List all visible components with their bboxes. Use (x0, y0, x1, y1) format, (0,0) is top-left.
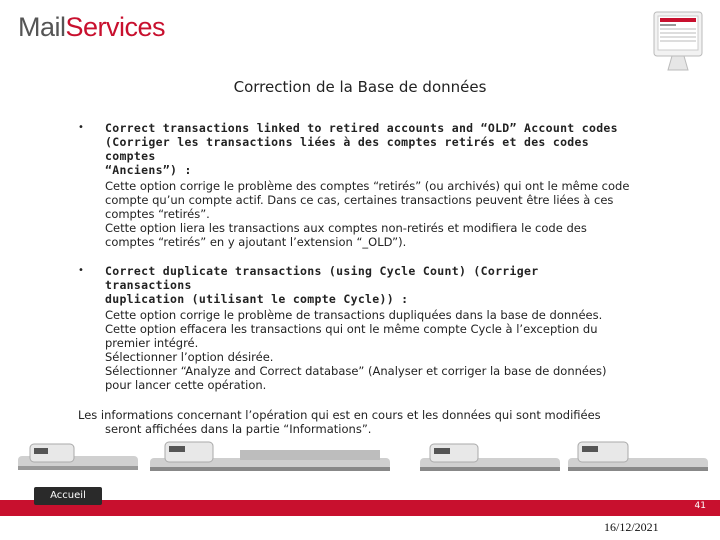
machine-2 (150, 442, 390, 471)
body-line: Cette option corrige le problème des comptes “retirés” (ou archivés) qui ont le même code (105, 179, 630, 193)
body-line: comptes “retirés” en y ajoutant l’extension “_OLD”). (105, 235, 407, 249)
machine-1 (18, 444, 138, 470)
mailservices-logo: MailServices (18, 12, 166, 42)
heading-line: duplication (utilisant le compte Cycle)) : (105, 292, 409, 306)
home-button[interactable]: Accueil (34, 487, 102, 505)
heading-line: “Anciens”) : (105, 163, 192, 177)
machine-3 (420, 444, 560, 471)
bullet-heading (105, 121, 625, 177)
bullet-body (105, 179, 665, 249)
body-line: pour lancer cette opération. (105, 378, 267, 392)
page-number: 41 (694, 501, 706, 511)
heading-line: (Corriger les transactions liées à des comptes retirés et des codes comptes (105, 135, 589, 163)
body-line: Sélectionner “Analyze and Correct database” (Analyser et corriger la base de données) (105, 364, 607, 378)
body-line: compte qu’un compte actif. Dans ce cas, certaines transactions peuvent être liées à ces (105, 193, 614, 207)
date-label: 16/12/2021 (604, 520, 659, 534)
heading-line: Correct duplicate transactions (using Cycle Count) (Corriger transactions (105, 264, 539, 292)
bullet-marker: • (78, 122, 84, 133)
footer-paragraph (78, 408, 678, 436)
monitor-icon (650, 10, 706, 76)
body-line: Cette option effacera les transactions qui ont le même compte Cycle à l’exception du (105, 322, 598, 336)
bullet-marker: • (78, 265, 84, 276)
footer-line: Les informations concernant l’opération qui est en cours et les données qui sont modifiées (78, 408, 601, 422)
body-line: Cette option corrige le problème de transactions dupliquées dans la base de données. (105, 308, 603, 322)
body-line: Sélectionner l’option désirée. (105, 350, 274, 364)
machine-4 (568, 442, 708, 471)
bullet-heading (105, 264, 625, 306)
body-line: Cette option liera les transactions aux comptes non-retirés et modifiera le code des (105, 221, 587, 235)
body-line: comptes “retirés”. (105, 207, 210, 221)
bullet-body (105, 308, 665, 392)
page-title: Correction de la Base de données (233, 78, 487, 96)
footer-bar (0, 500, 720, 516)
footer-line: seront affichées dans la partie “Informations”. (105, 422, 372, 436)
heading-line: Correct transactions linked to retired accounts and “OLD” Account codes (105, 121, 618, 135)
body-line: premier intégré. (105, 336, 199, 350)
mailing-machines-image (0, 436, 720, 496)
